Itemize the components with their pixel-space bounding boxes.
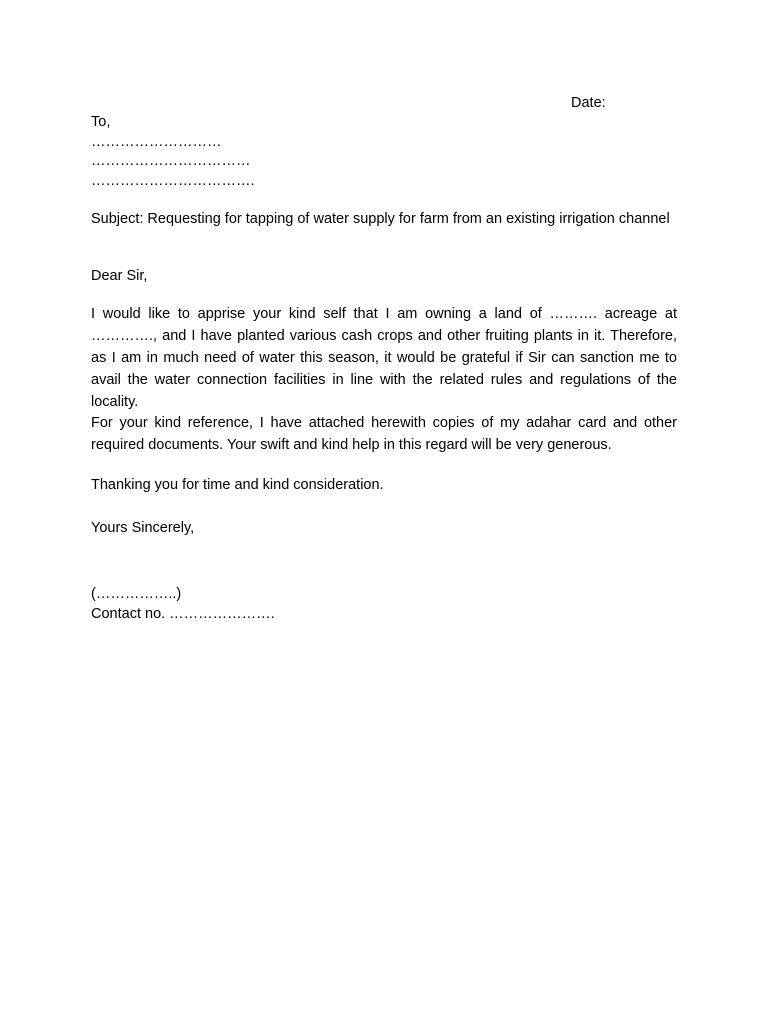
subject-line: Subject: Requesting for tapping of water supply for farm from an existing irrigation channel [91,211,670,227]
thanks-line: Thanking you for time and kind consideration. [91,477,384,493]
recipient-block [91,113,255,191]
address-line: ……………………………. [91,172,255,189]
body-paragraph: I would like to apprise your kind self that I am owning a land of ………. acreage at …………., and I have planted various cash crops and other fruiting plants in it. Therefore, as I am in much need of water this season, it would be grateful if Sir can sanction me to avail the water connection facilities in line with the related rules and regulations of the locality. [91,306,677,410]
salutation: Dear Sir, [91,268,148,284]
signature-block [91,584,275,624]
date-label: Date: [571,95,606,111]
body-paragraph: For your kind reference, I have attached herewith copies of my adahar card and other required documents. Your swift and kind help in this regard will be very generous. [91,415,677,453]
to-label: To, [91,114,111,130]
contact-line: Contact no. …………………. [91,606,275,622]
address-line: ……………………… [91,133,222,150]
address-line: …………………………… [91,153,251,169]
closing-line: Yours Sincerely, [91,520,195,536]
signature-placeholder: (……………..) [91,586,182,602]
